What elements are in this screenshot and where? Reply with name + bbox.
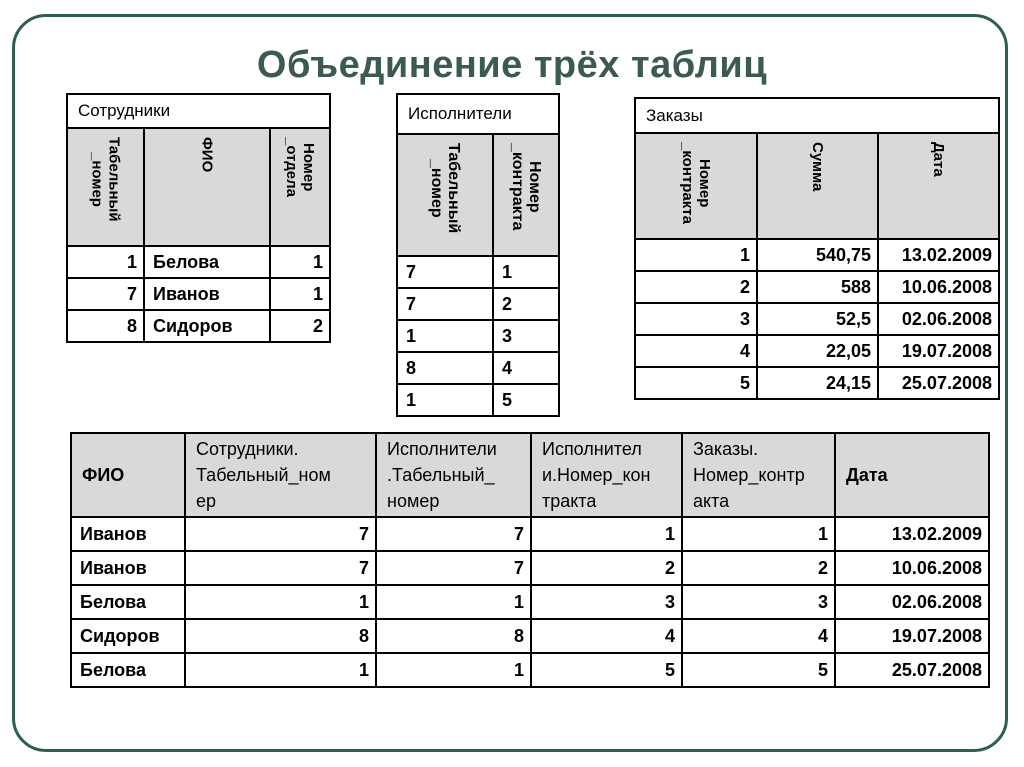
result-cell: 3 [682, 585, 835, 619]
executors-cell: 7 [397, 256, 493, 288]
table-row [71, 585, 989, 619]
result-cell: 2 [682, 551, 835, 585]
orders-caption: Заказы [635, 98, 999, 133]
result-cell: 7 [376, 517, 531, 551]
table-row [397, 352, 559, 384]
result-cell: 5 [682, 653, 835, 687]
employees-cell: Сидоров [144, 310, 270, 342]
orders-cell: 5 [635, 367, 757, 399]
table-row [71, 517, 989, 551]
result-cell: 2 [531, 551, 682, 585]
result-cell: 1 [682, 517, 835, 551]
table-row [67, 278, 330, 310]
employees-table [66, 93, 331, 343]
table-row [635, 303, 999, 335]
executors-cell: 7 [397, 288, 493, 320]
result-header-order-contract: Заказы. Номер_контр акта [682, 433, 835, 517]
table-row [67, 310, 330, 342]
table-row [71, 619, 989, 653]
employees-cell: Белова [144, 246, 270, 278]
result-cell: 5 [531, 653, 682, 687]
orders-cell: 02.06.2008 [878, 303, 999, 335]
orders-cell: 19.07.2008 [878, 335, 999, 367]
executors-cell: 8 [397, 352, 493, 384]
result-header-fio: ФИО [71, 433, 185, 517]
table-row [635, 239, 999, 271]
orders-cell: 25.07.2008 [878, 367, 999, 399]
table-row [397, 320, 559, 352]
executors-cell: 1 [397, 384, 493, 416]
orders-cell: 10.06.2008 [878, 271, 999, 303]
employees-cell: 1 [270, 246, 330, 278]
slide-title: Объединение трёх таблиц [256, 44, 768, 86]
result-cell: 13.02.2009 [835, 517, 989, 551]
orders-header-contract: Номер _контракта [635, 133, 757, 239]
orders-cell: 2 [635, 271, 757, 303]
result-cell: Сидоров [71, 619, 185, 653]
table-row [71, 551, 989, 585]
employees-header-dept: Номер _отдела [270, 128, 330, 246]
result-cell: 7 [185, 517, 376, 551]
result-cell: 02.06.2008 [835, 585, 989, 619]
result-header-exec-tabnum: Исполнители .Табельный_ номер [376, 433, 531, 517]
result-cell: 1 [185, 653, 376, 687]
executors-cell: 3 [493, 320, 559, 352]
executors-cell: 1 [397, 320, 493, 352]
orders-cell: 3 [635, 303, 757, 335]
result-cell: 7 [376, 551, 531, 585]
orders-cell: 24,15 [757, 367, 878, 399]
result-cell: 8 [185, 619, 376, 653]
result-cell: 4 [682, 619, 835, 653]
result-cell: Белова [71, 653, 185, 687]
executors-header-tabnum: Табельный _номер [397, 134, 493, 256]
result-cell: 1 [376, 653, 531, 687]
orders-cell: 4 [635, 335, 757, 367]
result-cell: 25.07.2008 [835, 653, 989, 687]
result-cell: 8 [376, 619, 531, 653]
result-table [70, 432, 990, 688]
result-cell: 7 [185, 551, 376, 585]
employees-caption: Сотрудники [67, 94, 330, 128]
employees-header-tabnum: Табельный _номер [67, 128, 144, 246]
result-cell: 3 [531, 585, 682, 619]
employees-header-fio: ФИО [144, 128, 270, 246]
employees-cell: Иванов [144, 278, 270, 310]
orders-cell: 52,5 [757, 303, 878, 335]
orders-table [634, 97, 1000, 400]
orders-header-date: Дата [878, 133, 999, 239]
result-cell: 10.06.2008 [835, 551, 989, 585]
executors-table [396, 93, 560, 417]
table-row [397, 256, 559, 288]
table-row [397, 288, 559, 320]
result-cell: 1 [531, 517, 682, 551]
table-row [635, 367, 999, 399]
employees-cell: 8 [67, 310, 144, 342]
employees-cell: 7 [67, 278, 144, 310]
result-cell: Иванов [71, 551, 185, 585]
result-cell: Иванов [71, 517, 185, 551]
executors-cell: 5 [493, 384, 559, 416]
orders-cell: 22,05 [757, 335, 878, 367]
table-row [67, 246, 330, 278]
executors-cell: 1 [493, 256, 559, 288]
executors-cell: 4 [493, 352, 559, 384]
result-header-exec-contract: Исполнител и.Номер_кон тракта [531, 433, 682, 517]
table-row [397, 384, 559, 416]
table-row [71, 653, 989, 687]
executors-header-contract: Номер _контракта [493, 134, 559, 256]
result-header-date: Дата [835, 433, 989, 517]
result-cell: Белова [71, 585, 185, 619]
orders-cell: 540,75 [757, 239, 878, 271]
executors-cell: 2 [493, 288, 559, 320]
executors-caption: Исполнители [397, 94, 559, 134]
result-cell: 19.07.2008 [835, 619, 989, 653]
table-row [635, 271, 999, 303]
result-cell: 4 [531, 619, 682, 653]
employees-cell: 1 [67, 246, 144, 278]
orders-cell: 1 [635, 239, 757, 271]
table-row [635, 335, 999, 367]
employees-cell: 2 [270, 310, 330, 342]
result-cell: 1 [185, 585, 376, 619]
orders-cell: 588 [757, 271, 878, 303]
orders-header-sum: Сумма [757, 133, 878, 239]
result-cell: 1 [376, 585, 531, 619]
orders-cell: 13.02.2009 [878, 239, 999, 271]
result-header-emp-tabnum: Сотрудники. Табельный_ном ер [185, 433, 376, 517]
employees-cell: 1 [270, 278, 330, 310]
